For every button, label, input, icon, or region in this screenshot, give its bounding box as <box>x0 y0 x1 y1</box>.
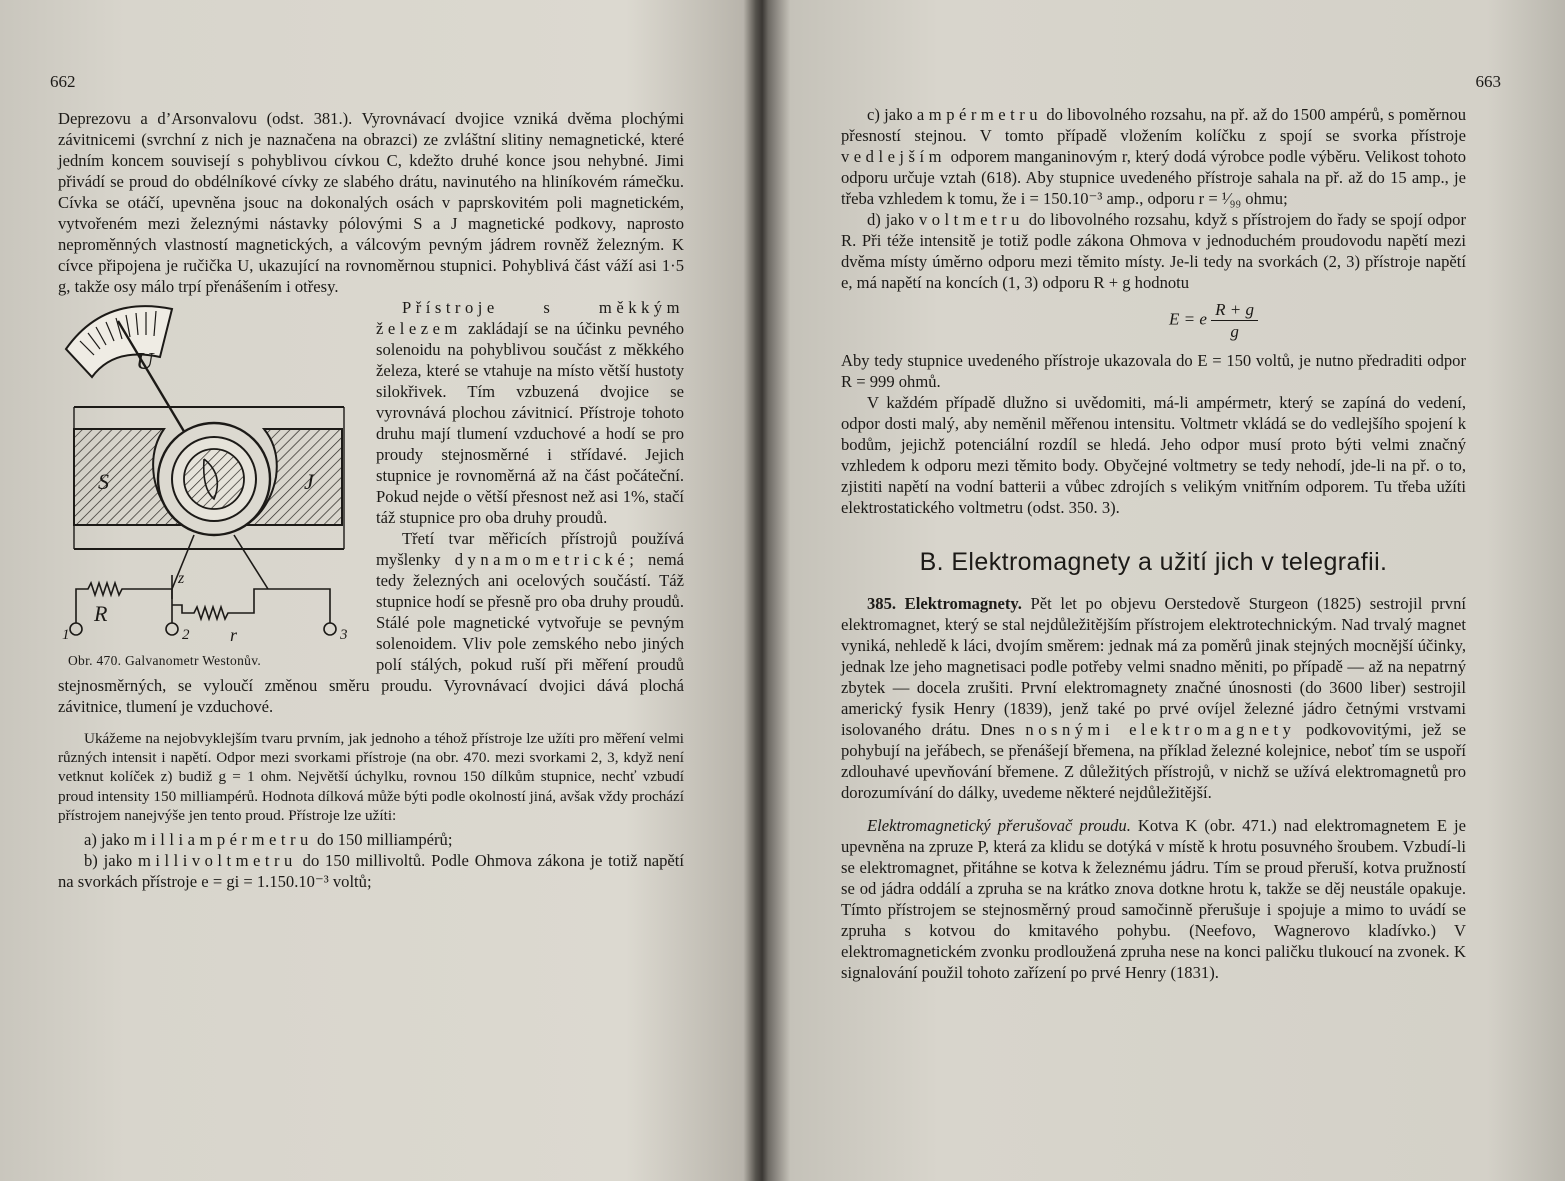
article-body-a: Pět let po objevu Oerstedově Sturgeon (1825) sestrojil první elektromagnet, který se stal nejdůležitějším přístrojem elektrotechnickým. Nad trvalý magnet vyniká, nehledě k láci, dvojím směrem: jednak má za poměrů jinak stejných mocnější účinky, jednak lze jeho magnetisaci podle potřeby velmi snadno měniti, po případě — až na nepatrný zbytek — docela zrušiti. První elektromagnety značné únosnosti (do 3600 liber) sestrojil americký fysik Henry (1839), jenž také po prvé ovíjel železné jádro četnými vrstvami isolovaného drátu. Dnes <box>841 594 1466 739</box>
galvanometer-diagram <box>54 299 362 647</box>
item-a-post: do 150 milliampérů; <box>316 830 453 850</box>
figure-470 <box>54 299 362 671</box>
item-a-spaced: milliampérmetru <box>133 830 313 850</box>
item-d-pre: d) jako <box>867 210 915 229</box>
soft-iron-lead: Přístroje s měkkým železem <box>376 298 684 338</box>
left-page <box>0 0 755 1181</box>
label-s: S <box>98 469 109 494</box>
article-body-b: podkovovitými, jež se pohybují na jeřábech, se přenášejí břemena, na příklad železné kolejnice, neboť tím se uspoří zdlouhavé upevňování břemene. Z důležitých přístrojů, v nichž se užívá elektromagnetů pro dorozumívání do dálky, uvedeme některé nejdůležitější. <box>841 720 1466 802</box>
soft-iron-body: zakládají se na účinku pevného solenoidu na pohyblivou součást z měkkého železa, které se vtahuje na místo větší hustoty silokřivek. Tím vzbuzená dvojice se vyrovnává plochou závitnicí. Přístroje tohoto druhu mají tlumení vzduchové a hodí se pro proudy stejnosměrné i střídavé. Jejich stupnice je rovnoměrná až na část počáteční. Pokud nejde o větší přesnost než asi 1%, stačí táž stupnice pro oba druhy proudů. <box>376 319 684 527</box>
intro-paragraph: Deprezovu a d’Arsonvalovu (odst. 381.). Vyrovnávací dvojice vzniká dvěma plochými závitnicemi (svrchní z nich je naznačena na obrazci) ze zvláštní slitiny nemagnetické, které jedním koncem souvisejí s pohyblivou cívkou C, kdežto druhé konce jsou nehybné. Jimi přivádí se proud do obdélníkové cívky ze slabého drátu, navinutého na hliníkovém rámečku. Cívka se otáčí, upevněna jsouc na dokonalých osách v paprskovitém poli magnetickém, vytvořeném mezi železnými nástavky pólovými S a J magnetické podkovy, naprosto neproměnných vlastností magnetických, a válcovým pevným jádrem rovněž železným. K cívce připojena je ručička U, ukazující na rovnoměrnou stupnici. Pohyblivá část váží asi 1·5 g, takže osy málo trpí přenášením i otřesy. <box>58 109 684 296</box>
label-r-small: r <box>230 625 238 645</box>
third-type-spaced: dynamometrické <box>454 550 630 569</box>
formula-denominator: g <box>1230 322 1239 341</box>
label-r-big: R <box>94 601 108 626</box>
formula-numerator: R + g <box>1211 299 1258 321</box>
item-b <box>58 850 684 892</box>
interrupter-paragraph <box>841 815 1466 983</box>
left-column <box>58 108 684 892</box>
article-number: 385. Elektromagnety. <box>867 594 1022 613</box>
item-a <box>58 829 684 850</box>
right-page <box>763 0 1565 1181</box>
item-c <box>841 104 1466 209</box>
item-b-pre: b) jako <box>84 851 133 871</box>
after-formula-paragraph: Aby tedy stupnice uvedeného přístroje ukazovala do E = 150 voltů, je nutno předraditi odpor R = 999 ohmů. <box>841 351 1466 391</box>
item-d <box>841 209 1466 293</box>
item-c-pre: c) jako <box>867 105 913 124</box>
item-b-spaced: millivoltmetru <box>137 851 297 871</box>
figure-caption: Obr. 470. Galvanometr Westonův. <box>68 653 262 668</box>
label-u: U <box>136 349 154 375</box>
item-c-post-2: odporem manganinovým r, který dodá výrobce podle výběru. Velikost tohoto odporu určuje vztah (618). Aby stupnice uvedeného přístroje sahala na př. až do 15 amp., je třeba vzhledem k tomu, že i = 150.10⁻³ amp., odporu r = ¹⁄₉₉ ohmu; <box>841 147 1467 208</box>
label-z: z <box>178 570 185 587</box>
item-c-post: do libovolného rozsahu, na př. až do 1500 ampérů, s poměrnou přesností stejnou. V tomto případě vložením kolíčku z spojí se svorka přístroje <box>841 105 1466 145</box>
article-385 <box>841 593 1466 803</box>
page-number-left: 662 <box>50 72 76 91</box>
third-type-b: ; nemá tedy železných ani ocelových součástí. Táž stupnice hodí se přesně pro oba druhy proudů. Stálé pole magnetické vytvořuje se pevným solenoidem. Vliv pole zemského nebo jiných polí stálých, pokud ruší při měření proudů stejnosměrných, se vyloučí změnou směru proudu. Vyrovnávací dvojici dává plochá závitnice, tlumení je vzduchové. <box>58 550 684 716</box>
third-type-a: Třetí tvar měřicích přístrojů používá myšlenky <box>376 529 684 569</box>
interrupter-body: Kotva K (obr. 471.) nad elektromagnetem E je upevněna na zpruze P, která za klidu se dotýká v místě k hrotu posuvného šroubem. Vzbudí-li se elektromagnet, přitáhne se kotva k železnému jádru. Tím se proud přeruší, kotva pružností se od jádra oddálí a zpruha se na krátko znova dotkne hrotu k, takže se děj neustále opakuje. Tímto přístrojem se stejnosměrný proud samočinně přerušuje i spojuje a mimo to uvádí se zpruha s kotvou do kmitavého pohybu. (Neefovo, Wagnerovo kladívko.) V elektromagnetickém zvonku prodloužená zpruha nese na konci paličku tlukoucí na zvonek. K signalování použil tohoto zařízení po prvé Henry (1831). <box>841 816 1466 982</box>
terminal-1: 1 <box>62 627 70 643</box>
item-a-pre: a) jako <box>84 830 130 850</box>
formula <box>961 299 1466 342</box>
item-d-spaced: voltmetru <box>918 210 1024 229</box>
formula-fraction <box>1211 299 1258 342</box>
formula-lhs: E = e <box>1168 309 1207 329</box>
item-c-spaced: ampérmetru <box>916 105 1043 124</box>
item-d-post: do libovolného rozsahu, když s přístrojem do řady se spojí odpor R. Při téže intensitě je totiž podle zákona Ohmova v jednoduchém proudovodu napětí mezi dvěma místy úměrno odporu mezi těmito místy. Je-li tedy na svorkách (2, 3) přístroje napětí e, má napětí na koncích (1, 3) odporu R + g hodnotu <box>841 210 1466 292</box>
section-heading: B. Elektromagnety a užití jich v telegrafii. <box>919 548 1388 576</box>
article-spaced: nosnými elektromagnety <box>1025 720 1296 739</box>
small-print-paragraph: Ukážeme na nejobvyklejším tvaru prvním, jak jednoho a téhož přístroje lze užíti pro měření velmi různých intensit i napětí. Odpor mezi svorkami přístroje (na obr. 470. mezi svorkami 2, 3, když není vetknut kolíček z) budiž g = 1 ohm. Největší úchylku, rovnou 150 dílkům stupnice, nechť vzbudí proud intensity 150 milliampérů. Hodnota dílková může býti podle okolností jiná, avšak vždy prochází přístrojem nanejvýše jen tento proud. Přístroje lze užíti: <box>58 730 684 824</box>
interrupter-lead: Elektromagnetický přerušovač proudu. <box>867 816 1131 835</box>
terminal-3: 3 <box>340 627 348 643</box>
terminal-2: 2 <box>182 627 190 643</box>
page-number-right: 663 <box>1475 72 1501 91</box>
item-c-spaced-2: vedlejším <box>841 147 947 166</box>
item-b-post: do 150 millivoltů. Podle Ohmova zákona je totiž napětí na svorkách přístroje e = gi = 1.150.10⁻³ voltů; <box>58 851 684 892</box>
right-column <box>841 104 1466 983</box>
label-j: J <box>304 469 314 494</box>
each-case-paragraph: V každém případě dlužno si uvědomiti, má-li ampérmetr, který se zapíná do vedení, odpor dosti malý, aby neměnil měřenou intensitu. Voltmetr vkládá se do vedlejšího spojení k bodům, jejichž potenciální rozdíl se hledá. Jeho odpor musí proto býti velmi značný vzhledem k odporu mezi těmito body. Obyčejné voltmetry se tedy nehodí, jde-li na př. o to, zjistiti napětí na vodní batterii a vůbec zdrojích s velikým vnitřním odporem. Tu třeba užíti elektrostatického voltmetru (odst. 350. 3). <box>841 393 1466 517</box>
